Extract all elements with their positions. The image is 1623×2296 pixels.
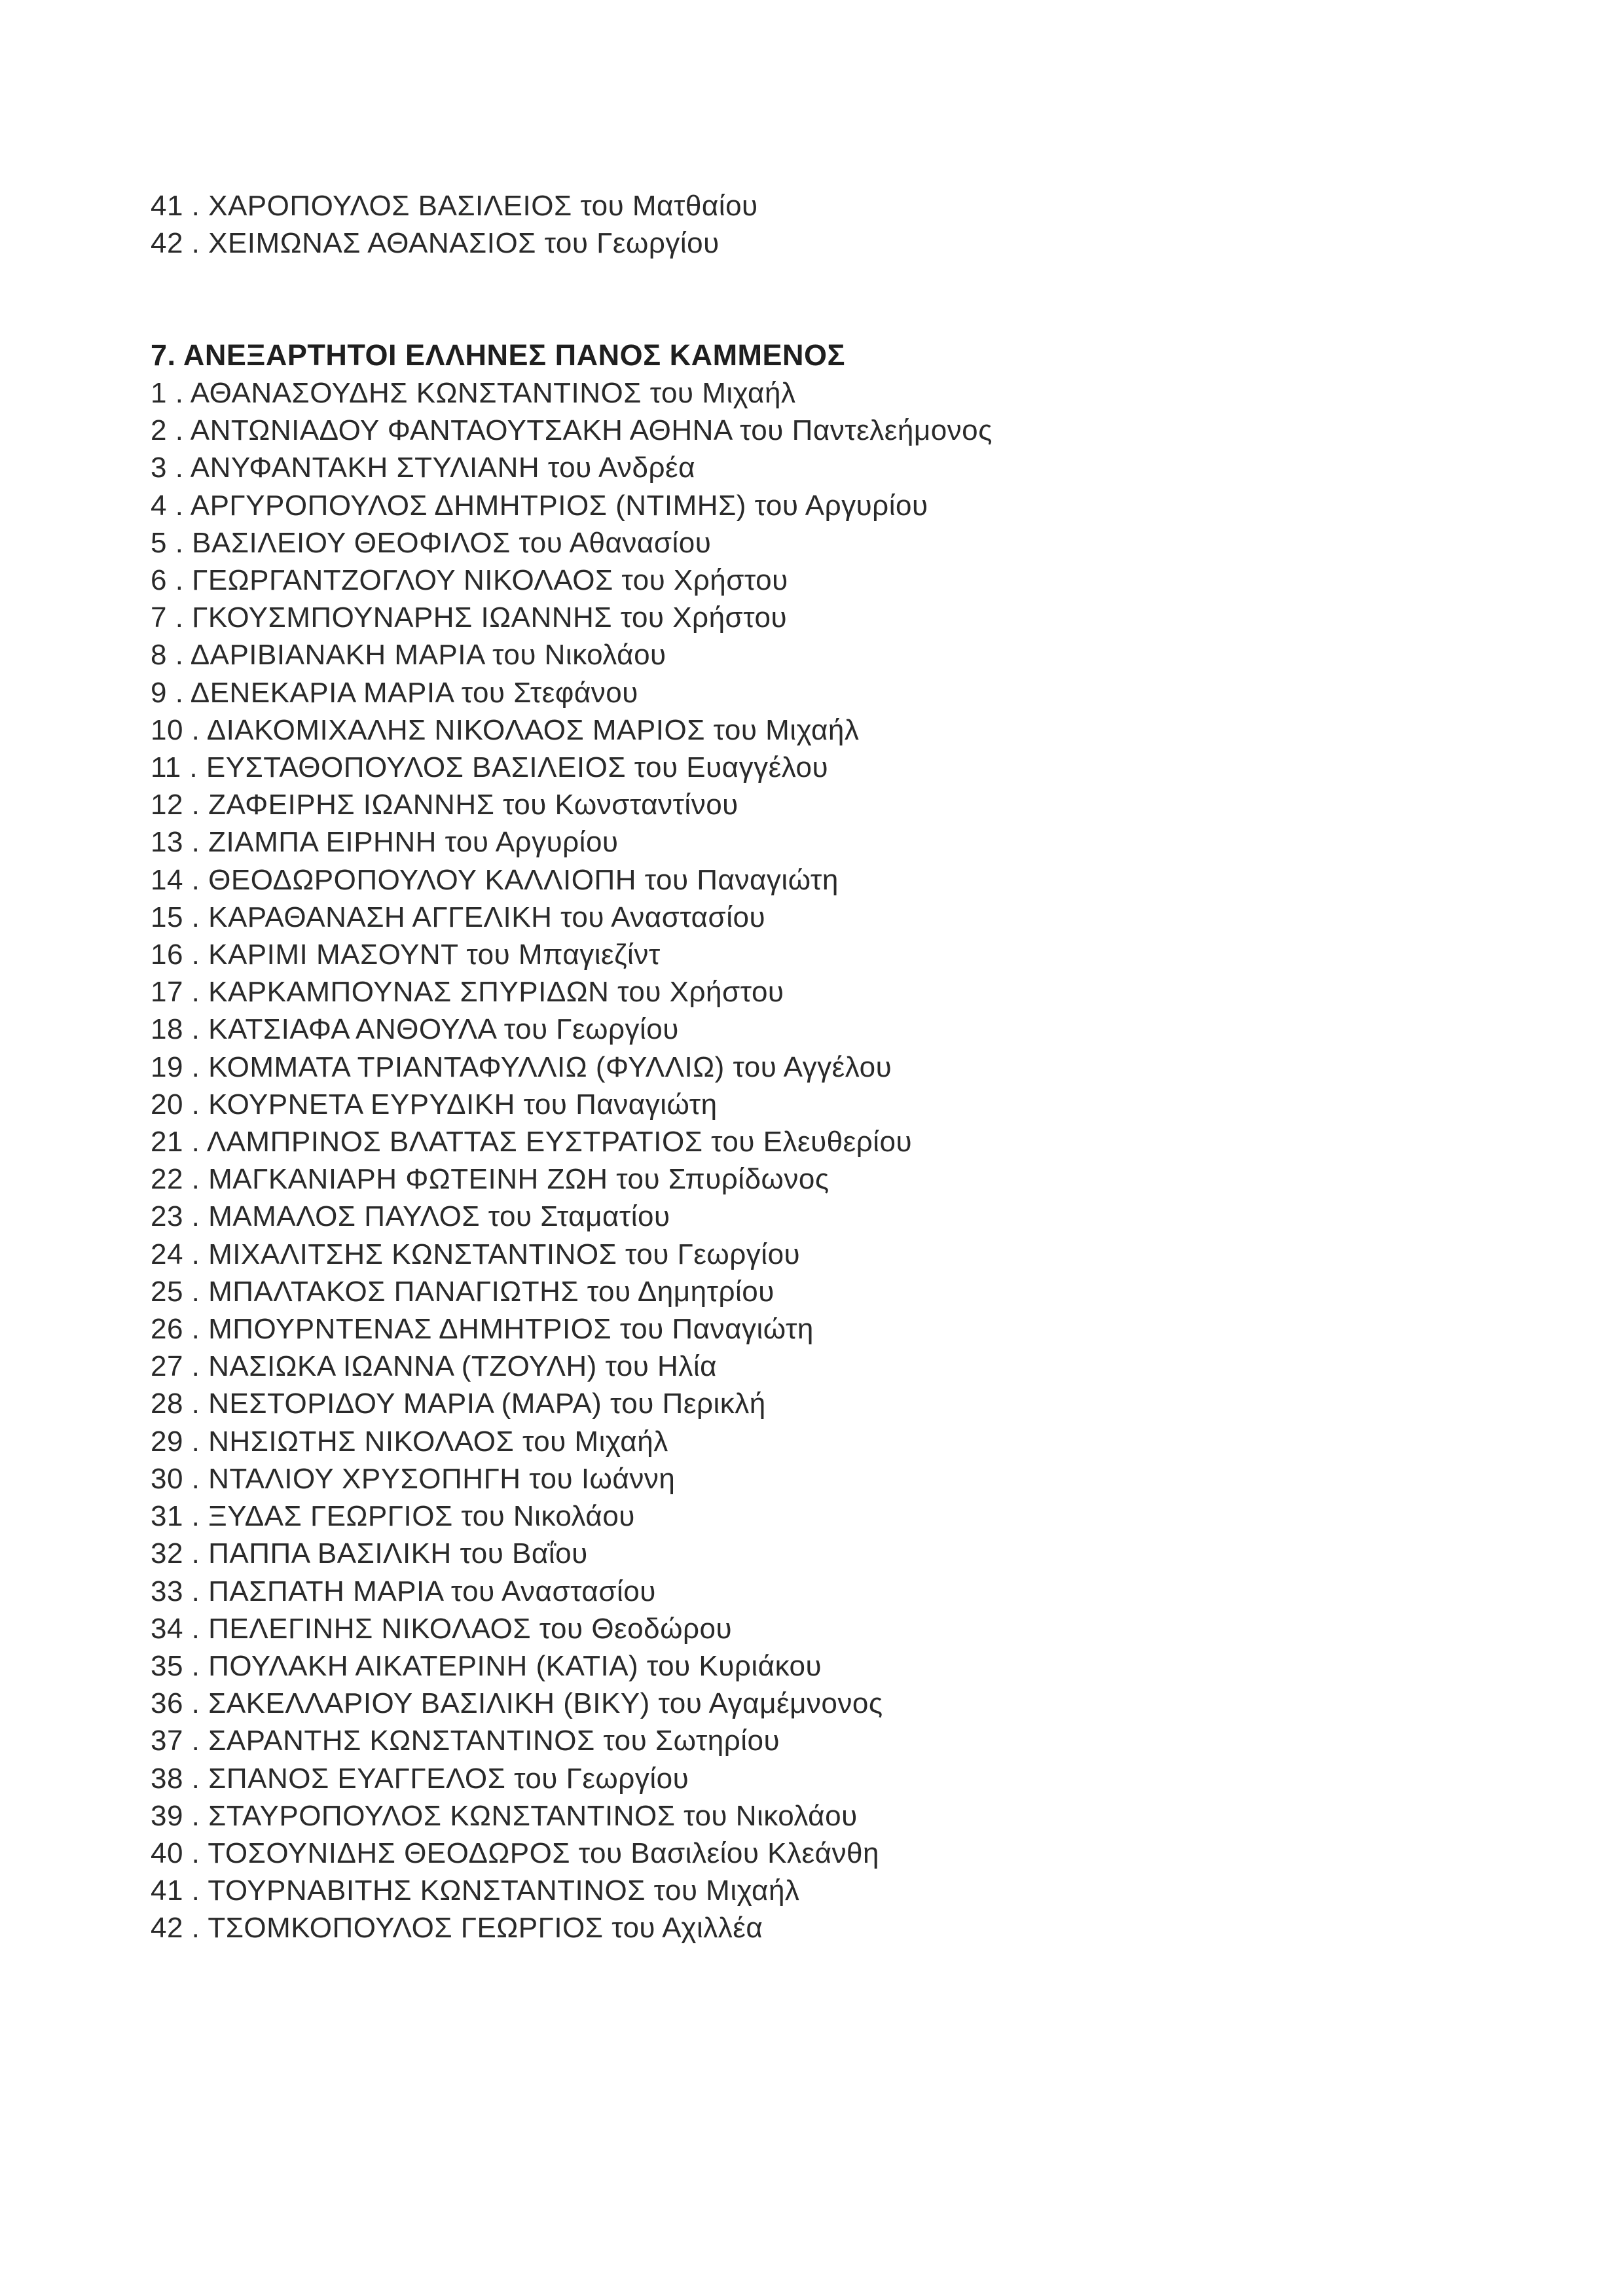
candidate-item: 42 . ΤΣΟΜΚΟΠΟΥΛΟΣ ΓΕΩΡΓΙΟΣ του Αχιλλέα: [151, 1912, 763, 1945]
candidate-item: 7 . ΓΚΟΥΣΜΠΟΥΝΑΡΗΣ ΙΩΑΝΝΗΣ του Χρήστου: [151, 601, 788, 634]
list-item: 41 . ΧΑΡΟΠΟΥΛΟΣ ΒΑΣΙΛΕΙΟΣ του Ματθαίου: [151, 190, 758, 222]
candidate-item: 5 . ΒΑΣΙΛΕΙΟΥ ΘΕΟΦΙΛΟΣ του Αθανασίου: [151, 526, 712, 559]
candidate-item: 30 . ΝΤΑΛΙΟΥ ΧΡΥΣΟΠΗΓΗ του Ιωάννη: [151, 1462, 676, 1495]
candidate-item: 6 . ΓΕΩΡΓΑΝΤΖΟΓΛΟΥ ΝΙΚΟΛΑΟΣ του Χρήστου: [151, 564, 788, 597]
candidate-item: 22 . ΜΑΓΚΑΝΙΑΡΗ ΦΩΤΕΙΝΗ ΖΩΗ του Σπυρίδωνος: [151, 1163, 830, 1196]
candidate-item: 28 . ΝΕΣΤΟΡΙΔΟΥ ΜΑΡΙΑ (ΜΑΡΑ) του Περικλή: [151, 1388, 766, 1420]
candidate-item: 24 . ΜΙΧΑΛΙΤΣΗΣ ΚΩΝΣΤΑΝΤΙΝΟΣ του Γεωργίου: [151, 1238, 801, 1270]
candidate-item: 1 . ΑΘΑΝΑΣΟΥΔΗΣ ΚΩΝΣΤΑΝΤΙΝΟΣ του Μιχαήλ: [151, 377, 796, 409]
candidate-item: 20 . ΚΟΥΡΝΕΤΑ ΕΥΡΥΔΙΚΗ του Παναγιώτη: [151, 1088, 718, 1121]
candidate-item: 10 . ΔΙΑΚΟΜΙΧΑΛΗΣ ΝΙΚΟΛΑΟΣ ΜΑΡΙΟΣ του Μιχαήλ: [151, 713, 860, 746]
candidate-item: 8 . ΔΑΡΙΒΙΑΝΑΚΗ ΜΑΡΙΑ του Νικολάου: [151, 639, 666, 672]
candidate-item: 27 . ΝΑΣΙΩΚΑ ΙΩΑΝΝΑ (ΤΖΟΥΛΗ) του Ηλία: [151, 1350, 718, 1383]
candidate-item: 14 . ΘΕΟΔΩΡΟΠΟΥΛΟΥ ΚΑΛΛΙΟΠΗ του Παναγιώτη: [151, 863, 839, 896]
candidate-item: 31 . ΞΥΔΑΣ ΓΕΩΡΓΙΟΣ του Νικολάου: [151, 1500, 635, 1533]
candidate-item: 11 . ΕΥΣΤΑΘΟΠΟΥΛΟΣ ΒΑΣΙΛΕΙΟΣ του Ευαγγέλου: [151, 751, 829, 784]
candidate-item: 4 . ΑΡΓΥΡΟΠΟΥΛΟΣ ΔΗΜΗΤΡΙΟΣ (ΝΤΙΜΗΣ) του Αργυρίου: [151, 489, 928, 522]
previous-section-list: [151, 187, 758, 262]
candidate-item: 36 . ΣΑΚΕΛΛΑΡΙΟΥ ΒΑΣΙΛΙΚΗ (ΒΙΚΥ) του Αγαμέμνονος: [151, 1687, 883, 1720]
candidate-item: 18 . ΚΑΤΣΙΑΦΑ ΑΝΘΟΥΛΑ του Γεωργίου: [151, 1013, 679, 1046]
candidate-item: 25 . ΜΠΑΛΤΑΚΟΣ ΠΑΝΑΓΙΩΤΗΣ του Δημητρίου: [151, 1275, 775, 1308]
candidate-item: 3 . ΑΝΥΦΑΝΤΑΚΗ ΣΤΥΛΙΑΝΗ του Ανδρέα: [151, 452, 696, 484]
candidate-item: 21 . ΛΑΜΠΡΙΝΟΣ ΒΛΑΤΤΑΣ ΕΥΣΤΡΑΤΙΟΣ του Ελευθερίου: [151, 1126, 913, 1158]
candidate-item: 40 . ΤΟΣΟΥΝΙΔΗΣ ΘΕΟΔΩΡΟΣ του Βασιλείου Κλεάνθη: [151, 1837, 879, 1869]
candidate-item: 9 . ΔΕΝΕΚΑΡΙΑ ΜΑΡΙΑ του Στεφάνου: [151, 676, 638, 709]
party-section: [151, 336, 993, 1947]
candidate-item: 23 . ΜΑΜΑΛΟΣ ΠΑΥΛΟΣ του Σταματίου: [151, 1200, 670, 1233]
candidate-item: 35 . ΠΟΥΛΑΚΗ ΑΙΚΑΤΕΡΙΝΗ (ΚΑΤΙΑ) του Κυριάκου: [151, 1649, 822, 1682]
list-item: 42 . ΧΕΙΜΩΝΑΣ ΑΘΑΝΑΣΙΟΣ του Γεωργίου: [151, 227, 720, 259]
candidate-item: 33 . ΠΑΣΠΑΤΗ ΜΑΡΙΑ του Αναστασίου: [151, 1575, 656, 1607]
candidate-item: 37 . ΣΑΡΑΝΤΗΣ ΚΩΝΣΤΑΝΤΙΝΟΣ του Σωτηρίου: [151, 1725, 780, 1757]
candidate-item: 12 . ΖΑΦΕΙΡΗΣ ΙΩΑΝΝΗΣ του Κωνσταντίνου: [151, 789, 739, 821]
party-heading: 7. ΑΝΕΞΑΡΤΗΤΟΙ ΕΛΛΗΝΕΣ ΠΑΝΟΣ ΚΑΜΜΕΝΟΣ: [151, 338, 846, 372]
candidate-item: 2 . ΑΝΤΩΝΙΑΔΟΥ ΦΑΝΤΑΟΥΤΣΑΚΗ ΑΘΗΝΑ του Παντελεήμονος: [151, 414, 993, 447]
candidate-item: 15 . ΚΑΡΑΘΑΝΑΣΗ ΑΓΓΕΛΙΚΗ του Αναστασίου: [151, 901, 766, 933]
candidate-item: 19 . ΚΟΜΜΑΤΑ ΤΡΙΑΝΤΑΦΥΛΛΙΩ (ΦΥΛΛΙΩ) του Αγγέλου: [151, 1050, 892, 1083]
candidate-list: [151, 374, 993, 1947]
candidate-item: 13 . ΖΙΑΜΠΑ ΕΙΡΗΝΗ του Αργυρίου: [151, 826, 619, 859]
candidate-item: 32 . ΠΑΠΠΑ ΒΑΣΙΛΙΚΗ του Βαΐου: [151, 1537, 588, 1570]
candidate-item: 29 . ΝΗΣΙΩΤΗΣ ΝΙΚΟΛΑΟΣ του Μιχαήλ: [151, 1425, 668, 1458]
candidate-item: 38 . ΣΠΑΝΟΣ ΕΥΑΓΓΕΛΟΣ του Γεωργίου: [151, 1762, 689, 1795]
candidate-item: 16 . ΚΑΡΙΜΙ ΜΑΣΟΥΝΤ του Μπαγιεζίντ: [151, 939, 661, 971]
candidate-item: 39 . ΣΤΑΥΡΟΠΟΥΛΟΣ ΚΩΝΣΤΑΝΤΙΝΟΣ του Νικολάου: [151, 1799, 858, 1832]
candidate-item: 34 . ΠΕΛΕΓΙΝΗΣ ΝΙΚΟΛΑΟΣ του Θεοδώρου: [151, 1612, 733, 1645]
candidate-item: 17 . ΚΑΡΚΑΜΠΟΥΝΑΣ ΣΠΥΡΙΔΩΝ του Χρήστου: [151, 976, 784, 1009]
candidate-item: 41 . ΤΟΥΡΝΑΒΙΤΗΣ ΚΩΝΣΤΑΝΤΙΝΟΣ του Μιχαήλ: [151, 1874, 800, 1907]
candidate-item: 26 . ΜΠΟΥΡΝΤΕΝΑΣ ΔΗΜΗΤΡΙΟΣ του Παναγιώτη: [151, 1313, 814, 1346]
